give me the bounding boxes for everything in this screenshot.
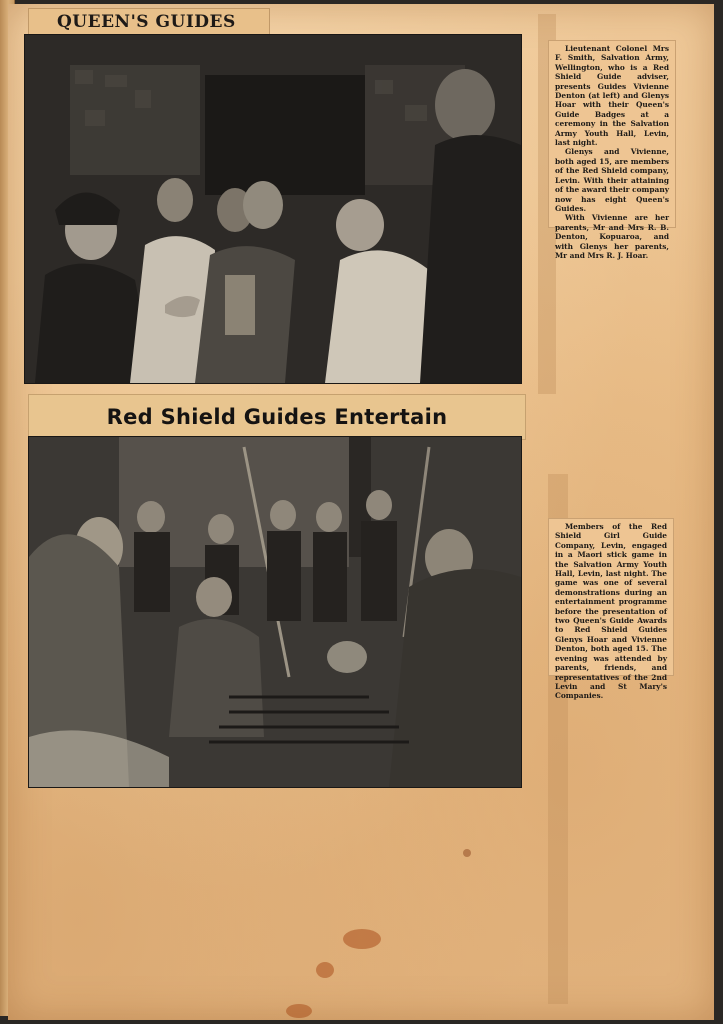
caption-paragraph: With Vivienne are her parents, Mr and Mrs R. B. Denton, Kopuaroa, and with Glenys her parents, Mr and Mrs R. J. Hoar. — [555, 213, 669, 260]
caption-paragraph: Members of the Red Shield Girl Guide Company, Levin, engaged in a Maori stick game in the Salvation Army Youth Hall, Levin, last night. The game was one of several demonstrations during an entertainment programme before the presentation of two Queen's Guide Awards to Red Shield Guides Glenys Hoar and Vivienne Denton, both aged 15. The evening was attended by parents, friends, and representatives of the 2nd Levin and St Mary's Companies. — [555, 522, 667, 701]
photo-guides-badge-presentation-icon — [25, 35, 521, 383]
scrapbook-page — [8, 4, 714, 1020]
clipping-title-text: QUEEN'S GUIDES — [57, 12, 236, 32]
paper-stain — [343, 929, 381, 949]
headline-text: Red Shield Guides Entertain — [106, 405, 448, 429]
photo-guides-stick-game-icon — [29, 437, 521, 787]
clipping-title-queens-guides — [28, 8, 270, 36]
caption-badge-presentation — [548, 40, 676, 260]
caption-paragraph: Glenys and Vivienne, both aged 15, are members of the Red Shield company, Levin. With their attaining of the award their company now has eight Queen's Guides. — [555, 147, 669, 213]
clipping-headline-red-shield — [28, 394, 526, 440]
caption-paragraph: Lieutenant Colonel Mrs F. Smith, Salvation Army, Wellington, who is a Red Shield Guide adviser, presents Guides Vivienne Denton (at left) and Glenys Hoar with their Queen's Guide Badges at a ceremony in the Salvation Army Youth Hall, Levin, last night. — [555, 44, 669, 148]
photo-stick-game — [28, 436, 522, 788]
photo-badge-presentation — [24, 34, 522, 384]
caption-stick-game — [548, 518, 674, 701]
paper-stain — [316, 962, 334, 978]
paper-stain — [463, 849, 471, 857]
paper-stain — [286, 1004, 312, 1018]
